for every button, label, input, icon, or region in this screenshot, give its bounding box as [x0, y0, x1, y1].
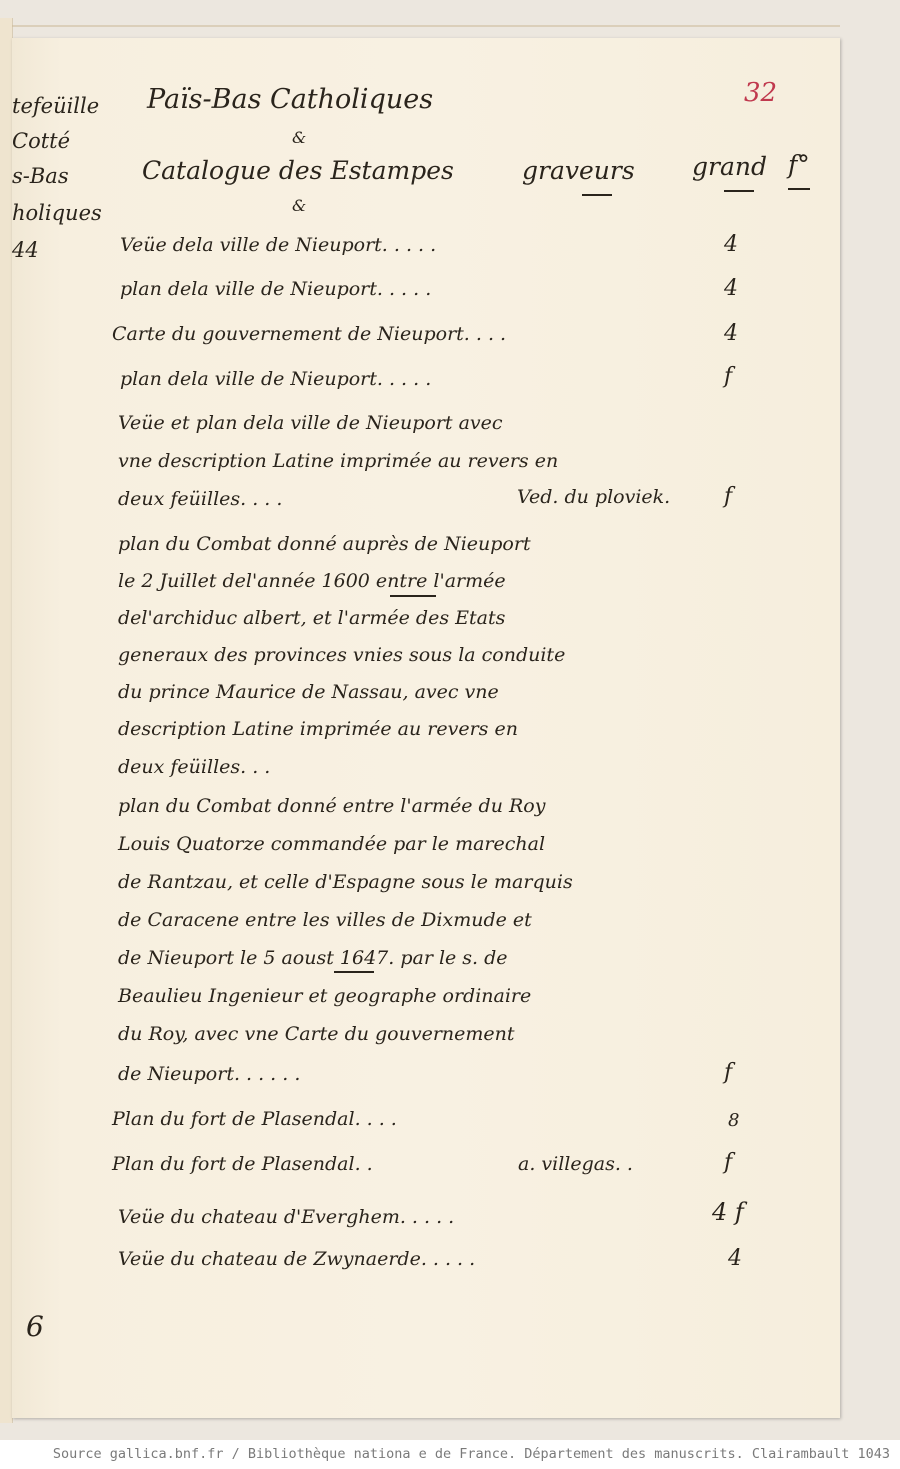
- format-heading: f°: [788, 150, 810, 179]
- entry-7-line-3: de Rantzau, et celle d'Espagne sous le marquis: [118, 871, 573, 893]
- entry-4-line-1: plan dela ville de Nieuport. . . . .: [120, 368, 432, 390]
- entry-3-line-1: Carte du gouvernement de Nieuport. . . .: [112, 323, 507, 345]
- entry-8-line-1: Plan du fort de Plasendal. . . .: [112, 1108, 397, 1130]
- entry-7-line-6: Beaulieu Ingenieur et geographe ordinaire: [118, 985, 532, 1007]
- entry-11-size: 4: [728, 1246, 742, 1271]
- entry-8-size: 8: [728, 1110, 740, 1131]
- entry-7-line-2: Louis Quatorze commandée par le marechal: [118, 833, 546, 855]
- entry-6-line-7: deux feüilles. . .: [118, 756, 271, 778]
- entry-10-size: 4 f: [712, 1198, 744, 1226]
- entry-3-size: 4: [724, 321, 738, 346]
- margin-line-2: Cotté: [12, 129, 71, 153]
- margin-line-3: s-Bas: [12, 164, 69, 188]
- margin-line-5: 44: [12, 238, 39, 262]
- source-footer: [0, 1446, 900, 1462]
- folio-number: 32: [744, 78, 778, 108]
- entry-7-line-7: du Roy, avec vne Carte du gouvernement: [118, 1023, 515, 1045]
- page-title: Païs-Bas Catholiques: [147, 84, 434, 115]
- entry-10-line-1: Veüe du chateau d'Everghem. . . . .: [118, 1206, 455, 1228]
- entry-2-size: 4: [724, 276, 738, 301]
- manuscript-page: [12, 38, 840, 1418]
- page-top-edge: [12, 25, 840, 27]
- entry-4-size: f: [724, 364, 733, 389]
- format-underline: [788, 188, 810, 190]
- entry-7-line-8: de Nieuport. . . . . .: [118, 1063, 301, 1085]
- entry-5-graveur: Ved. du ploviek.: [517, 486, 671, 508]
- graveurs-column-heading: graveurs: [522, 156, 635, 185]
- entry-7-line-5: de Nieuport le 5 aoust 1647. par le s. de: [118, 947, 508, 969]
- catalogue-heading: Catalogue des Estampes: [142, 156, 454, 185]
- entry-5-line-2: vne description Latine imprimée au revers en: [118, 450, 559, 472]
- entry-9-size: f: [724, 1150, 733, 1175]
- entry-6-line-1: plan du Combat donné auprès de Nieuport: [118, 533, 531, 555]
- entry-5-line-1: Veüe et plan dela ville de Nieuport avec: [118, 412, 503, 434]
- entry-6-line-3: del'archiduc albert, et l'armée des Etats: [118, 607, 506, 629]
- entry-7-line-4: de Caracene entre les villes de Dixmude et: [118, 909, 532, 931]
- year-1647-underline: [334, 971, 374, 973]
- entry-9-graveur: a. villegas. .: [518, 1153, 633, 1175]
- ampersand-1: &: [292, 128, 307, 147]
- entry-7-line-1: plan du Combat donné entre l'armée du Roy: [118, 795, 546, 817]
- entry-7-size: f: [724, 1060, 733, 1085]
- entry-6-line-2: le 2 Juillet del'année 1600 entre l'armée: [118, 570, 506, 592]
- entry-6-line-6: description Latine imprimée au revers en: [118, 718, 518, 740]
- grand-column-heading: grand: [692, 152, 767, 181]
- margin-line-1: tefeüille: [12, 94, 100, 118]
- entry-5-size: f: [724, 484, 733, 509]
- ampersand-2: &: [292, 196, 307, 215]
- entry-11-line-1: Veüe du chateau de Zwynaerde. . . . .: [118, 1248, 476, 1270]
- entry-5-line-3: deux feüilles. . . .: [118, 488, 283, 510]
- grand-underline: [724, 190, 754, 192]
- year-1600-underline: [390, 595, 436, 597]
- entry-9-line-1: Plan du fort de Plasendal. .: [112, 1153, 373, 1175]
- source-footer-text: Source gallica.bnf.fr / Bibliothèque nationa e de France. Département des manuscrits. Clairambault 1043: [52, 1446, 890, 1462]
- margin-line-4: holiques: [12, 201, 102, 225]
- entry-6-line-4: generaux des provinces vnies sous la conduite: [118, 644, 566, 666]
- entry-6-line-5: du prince Maurice de Nassau, avec vne: [118, 681, 499, 703]
- graveurs-underline: [582, 194, 612, 196]
- entry-2-line-1: plan dela ville de Nieuport. . . . .: [120, 278, 432, 300]
- entry-1-line-1: Veüe dela ville de Nieuport. . . . .: [120, 234, 437, 256]
- margin-bottom-note: 6: [26, 1310, 44, 1343]
- entry-1-size: 4: [724, 232, 738, 257]
